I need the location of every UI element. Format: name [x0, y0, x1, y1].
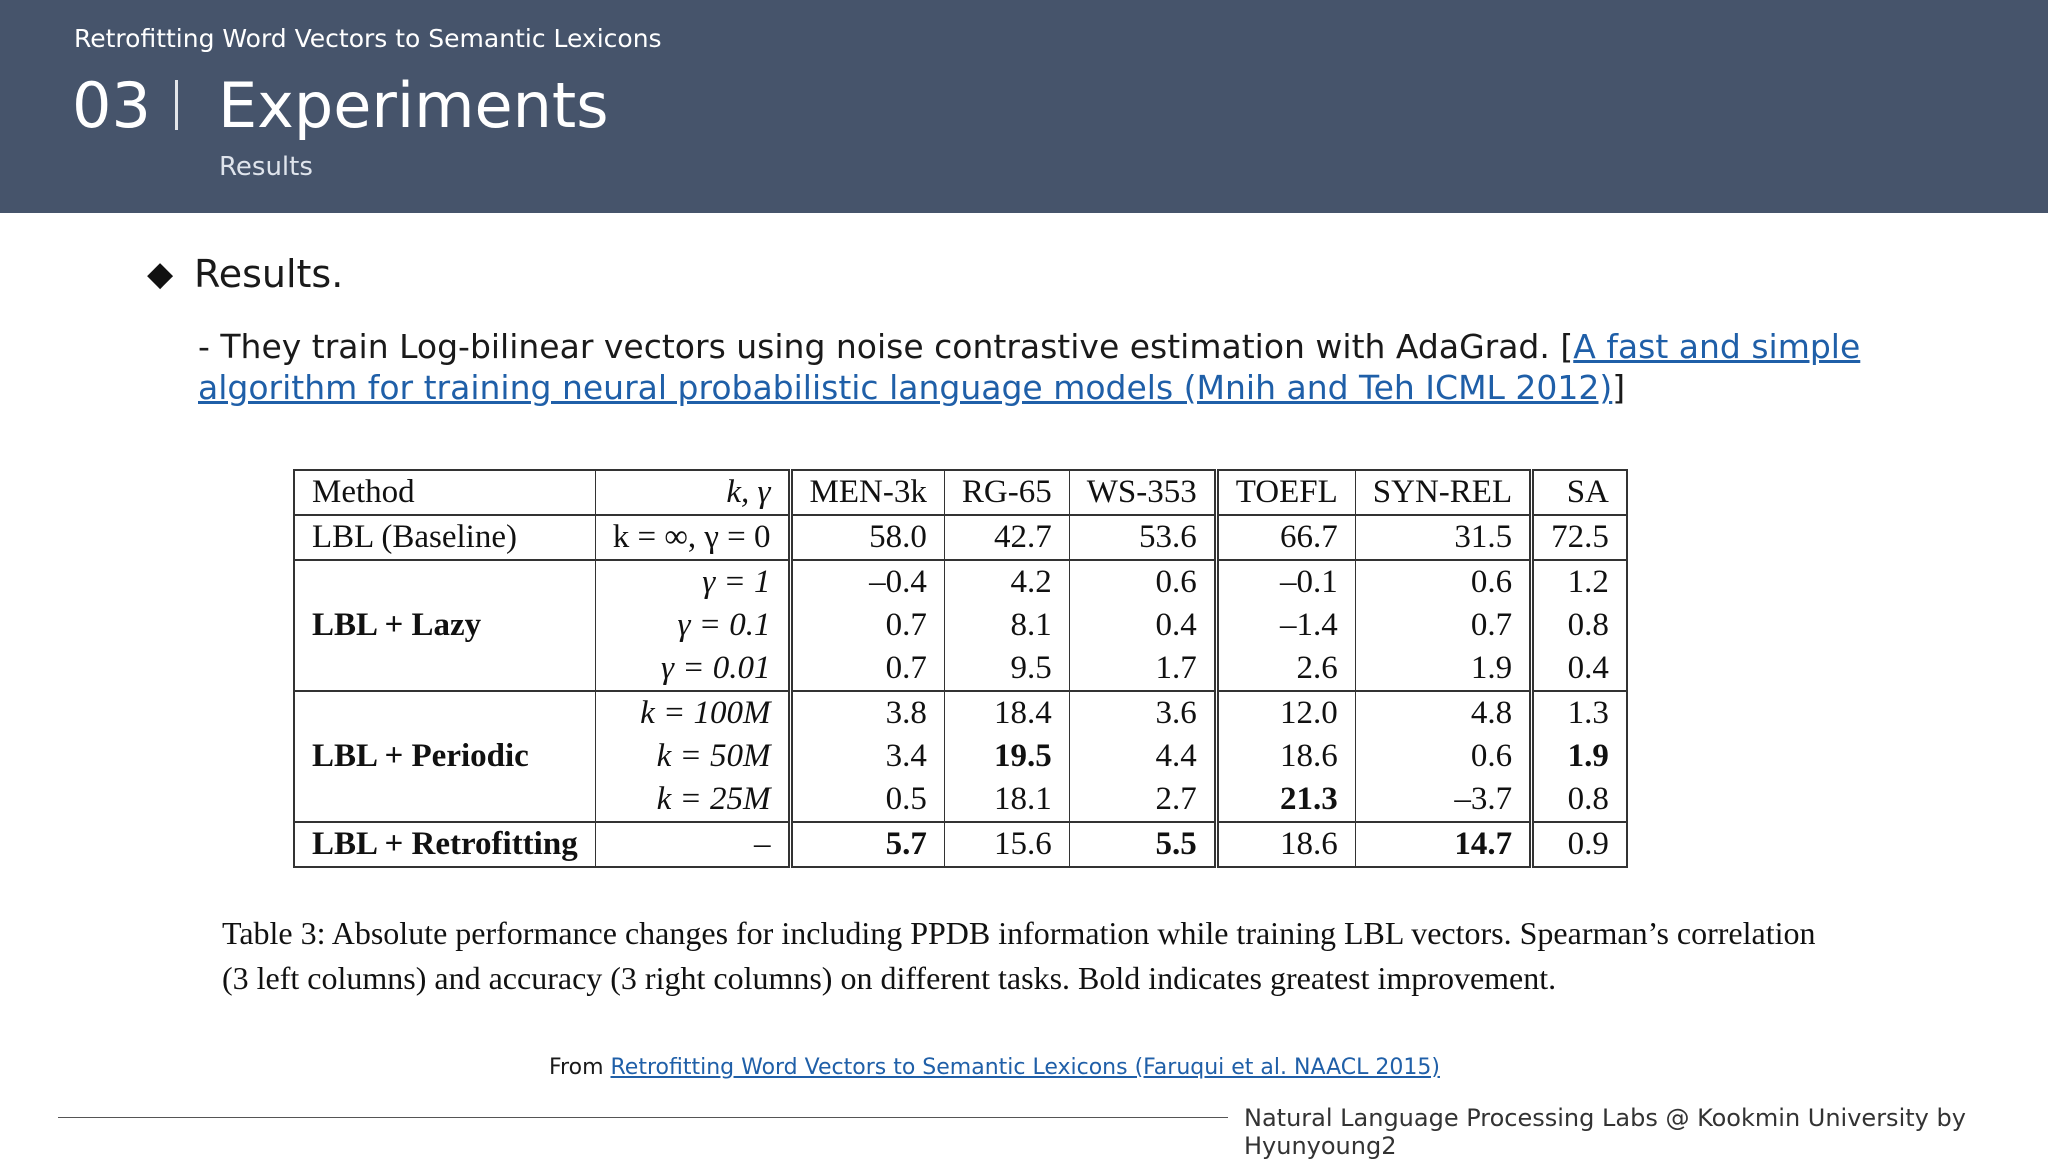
table-caption: Table 3: Absolute performance changes for including PPDB information while training LBL vectors. Spearman’s correlation (3 left columns) and accuracy (3 right columns) on different tasks. Bold indicates greatest improvement. — [222, 915, 1816, 996]
value-cell: 19.5 — [944, 735, 1069, 778]
section-title: Experiments — [218, 69, 609, 142]
value-cell: 0.9 — [1532, 822, 1627, 867]
value-cell: 72.5 — [1532, 515, 1627, 560]
value-cell: 4.2 — [944, 560, 1069, 604]
value-cell: 0.4 — [1532, 647, 1627, 691]
value-cell: 0.6 — [1069, 560, 1216, 604]
value-cell: –0.1 — [1216, 560, 1355, 604]
value-cell: 3.4 — [790, 735, 944, 778]
value-cell: 8.1 — [944, 604, 1069, 647]
value-cell: 0.5 — [790, 778, 944, 822]
param-cell: γ = 1 — [595, 560, 790, 604]
param-cell: γ = 0.01 — [595, 647, 790, 691]
header-bar — [0, 0, 2048, 213]
column-header: RG-65 — [944, 470, 1069, 515]
section-subtitle: Results — [219, 152, 313, 182]
column-header: MEN-3k — [790, 470, 944, 515]
value-cell: 2.6 — [1216, 647, 1355, 691]
param-cell: k = 50M — [595, 735, 790, 778]
body-suffix: ] — [1612, 368, 1626, 407]
value-cell: 0.8 — [1532, 778, 1627, 822]
table-row — [294, 822, 1627, 867]
source-prefix: From — [549, 1055, 611, 1080]
param-cell: k = ∞, γ = 0 — [595, 515, 790, 560]
value-cell: 21.3 — [1216, 778, 1355, 822]
table-row — [294, 691, 1627, 735]
table-row — [294, 515, 1627, 560]
column-header: WS-353 — [1069, 470, 1216, 515]
body-paragraph — [198, 326, 1998, 408]
param-cell: γ = 0.1 — [595, 604, 790, 647]
value-cell: 18.1 — [944, 778, 1069, 822]
value-cell: 18.4 — [944, 691, 1069, 735]
deck-title: Retrofitting Word Vectors to Semantic Lexicons — [74, 24, 662, 53]
method-cell: LBL + Lazy — [294, 560, 595, 691]
value-cell: 66.7 — [1216, 515, 1355, 560]
value-cell: 9.5 — [944, 647, 1069, 691]
value-cell: 0.6 — [1355, 735, 1531, 778]
method-cell: LBL + Periodic — [294, 691, 595, 822]
bullet-heading: Results. — [194, 252, 344, 296]
value-cell: 0.8 — [1532, 604, 1627, 647]
value-cell: 0.4 — [1069, 604, 1216, 647]
value-cell: 3.6 — [1069, 691, 1216, 735]
value-cell: 12.0 — [1216, 691, 1355, 735]
value-cell: 2.7 — [1069, 778, 1216, 822]
value-cell: 58.0 — [790, 515, 944, 560]
body-prefix: - They train Log-bilinear vectors using noise contrastive estimation with AdaGrad. [ — [198, 327, 1574, 366]
section-divider — [175, 80, 178, 130]
diamond-bullet-icon: ◆ — [147, 254, 174, 294]
value-cell: 1.3 — [1532, 691, 1627, 735]
value-cell: 31.5 — [1355, 515, 1531, 560]
value-cell: 1.9 — [1355, 647, 1531, 691]
column-header: SYN-REL — [1355, 470, 1531, 515]
value-cell: 0.7 — [790, 604, 944, 647]
value-cell: 18.6 — [1216, 822, 1355, 867]
param-cell: k = 100M — [595, 691, 790, 735]
value-cell: 15.6 — [944, 822, 1069, 867]
param-cell: k = 25M — [595, 778, 790, 822]
value-cell: 18.6 — [1216, 735, 1355, 778]
value-cell: 4.4 — [1069, 735, 1216, 778]
column-header: TOEFL — [1216, 470, 1355, 515]
source-link[interactable]: Retrofitting Word Vectors to Semantic Lexicons (Faruqui et al. NAACL 2015) — [610, 1055, 1440, 1080]
footer-credit: Natural Language Processing Labs @ Kookmin University by Hyunyoung2 — [1244, 1104, 1966, 1160]
value-cell: 0.7 — [1355, 604, 1531, 647]
source-citation — [549, 1055, 1440, 1080]
footer-divider — [58, 1117, 1228, 1118]
value-cell: 53.6 — [1069, 515, 1216, 560]
value-cell: 0.7 — [790, 647, 944, 691]
value-cell: 1.9 — [1532, 735, 1627, 778]
value-cell: –0.4 — [790, 560, 944, 604]
value-cell: 1.2 — [1532, 560, 1627, 604]
method-cell: LBL (Baseline) — [294, 515, 595, 560]
value-cell: 5.7 — [790, 822, 944, 867]
param-cell: – — [595, 822, 790, 867]
value-cell: –1.4 — [1216, 604, 1355, 647]
table-row — [294, 560, 1627, 604]
table-header-row — [294, 470, 1627, 515]
column-header: k, γ — [595, 470, 790, 515]
value-cell: –3.7 — [1355, 778, 1531, 822]
results-table — [293, 469, 1628, 868]
value-cell: 0.6 — [1355, 560, 1531, 604]
section-number: 03 — [72, 69, 151, 142]
value-cell: 3.8 — [790, 691, 944, 735]
value-cell: 1.7 — [1069, 647, 1216, 691]
value-cell: 4.8 — [1355, 691, 1531, 735]
column-header: SA — [1532, 470, 1627, 515]
value-cell: 5.5 — [1069, 822, 1216, 867]
value-cell: 14.7 — [1355, 822, 1531, 867]
method-cell: LBL + Retrofitting — [294, 822, 595, 867]
value-cell: 42.7 — [944, 515, 1069, 560]
column-header: Method — [294, 470, 595, 515]
reference-link[interactable]: A fast and simple algorithm for training neural probabilistic language models (Mnih and Teh ICML 2012) — [198, 327, 1861, 407]
